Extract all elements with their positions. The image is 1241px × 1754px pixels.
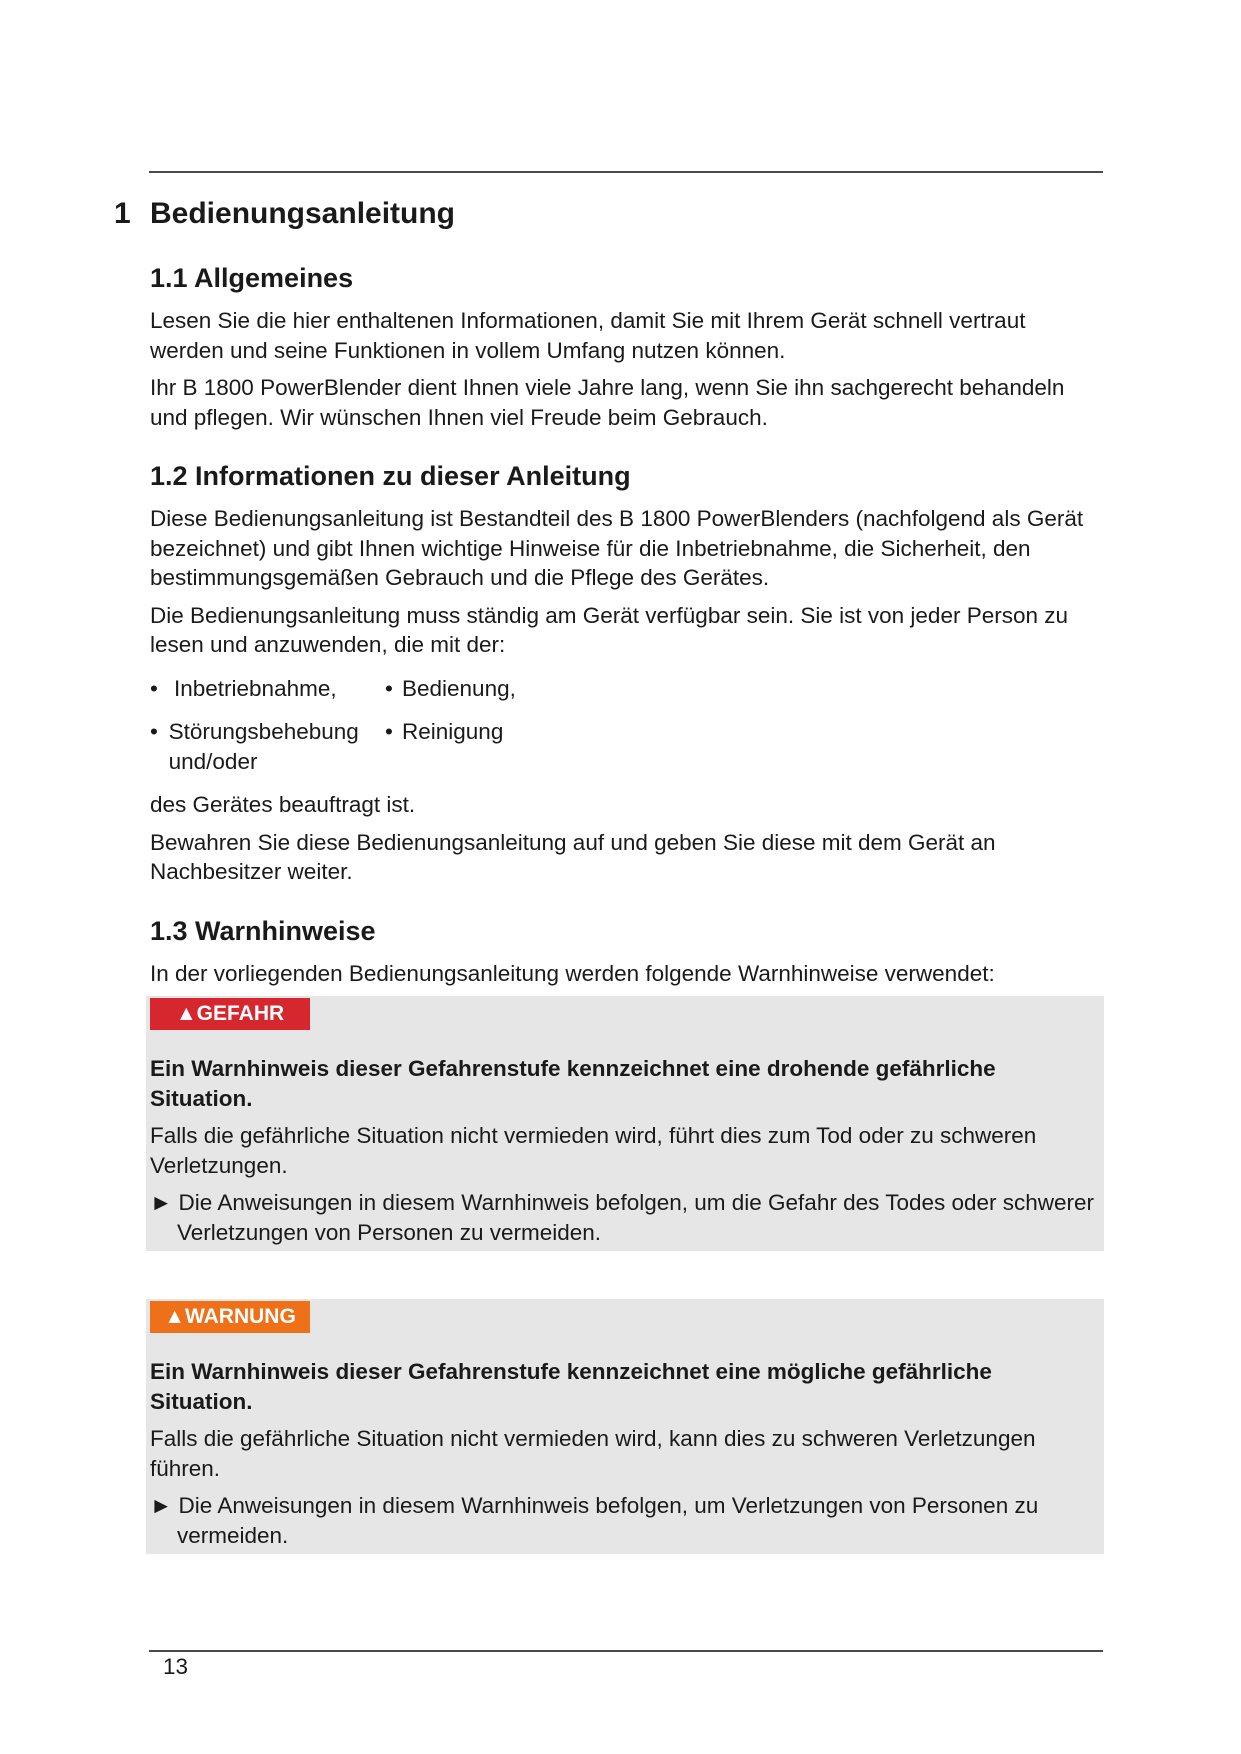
paragraph: Bewahren Sie diese Bedienungsanleitung auf und geben Sie diese mit dem Gerät an Nachbesitzer weiter. [150,829,996,884]
section-title: 1.1 Allgemeines [150,263,354,293]
section-title: 1.2 Informationen zu dieser Anleitung [150,461,631,491]
bullet-icon: • [150,719,158,744]
list-item: • Störungsbehebung und/oder [150,717,390,776]
paragraph: Lesen Sie die hier enthaltenen Informationen, damit Sie mit Ihrem Gerät schnell vertraut werden und seine Funktionen in vollem Umfang nutzen können. [150,308,1026,363]
warning-triangle-icon: ▲ [164,1305,185,1328]
warning-badge: ▲WARNUNG [150,1301,310,1333]
warning-title: Ein Warnhinweis dieser Gefahrenstufe kennzeichnet eine mögliche gefährliche Situation. [150,1359,992,1414]
warning-box [146,1299,1104,1554]
paragraph: In der vorliegenden Bedienungsanleitung werden folgende Warnhinweise verwendet: [150,960,995,986]
footer-rule [149,1650,1103,1652]
warning-action: ► Die Anweisungen in diesem Warnhinweis befolgen, um Verletzungen von Personen zu vermeiden. [150,1493,1039,1548]
page-content [114,194,1100,1554]
list-item: • Reinigung [385,717,516,747]
section-title: 1.3 Warnhinweise [150,915,376,946]
warning-triangle-icon: ▲ [175,1002,197,1025]
danger-text: Falls die gefährliche Situation nicht vermieden wird, führt dies zum Tod oder zu schweren Verletzungen. [150,1123,1037,1178]
list-item: • Bedienung, [385,674,516,704]
section-informationen [150,458,1100,887]
warning-text: Falls die gefährliche Situation nicht vermieden wird, kann dies zu schweren Verletzungen führen. [150,1426,1036,1481]
page-number: 13 [163,1654,189,1679]
bullet-icon: • [385,675,393,701]
header-rule [149,171,1103,173]
list-item: • Inbetriebnahme, [150,674,390,704]
danger-action: ► Die Anweisungen in diesem Warnhinweis befolgen, um die Gefahr des Todes oder schwerer Verletzungen von Personen zu vermeiden. [150,1190,1095,1245]
arrow-right-icon: ► [150,1190,173,1215]
paragraph: Diese Bedienungsanleitung ist Bestandteil des B 1800 PowerBlenders (nachfolgend als Gerät bezeichnet) und gibt Ihnen wichtige Hinweise für die Inbetriebnahme, die Sicherheit, den bestimmungsgemäßen Gebrauch und die Pflege des Gerätes. [150,506,1084,590]
paragraph: des Gerätes beauftragt ist. [150,792,416,817]
danger-title: Ein Warnhinweis dieser Gefahrenstufe kennzeichnet eine drohende gefährliche Situation. [150,1056,996,1111]
bullet-icon: • [385,719,393,744]
bullet-icon: • [150,675,158,701]
paragraph: Die Bedienungsanleitung muss ständig am Gerät verfügbar sein. Sie ist von jeder Person zu lesen und anzuwenden, die mit der: [150,602,1069,657]
chapter-title: Bedienungsanleitung [150,197,456,230]
chapter-number: 1 [114,197,131,230]
section-warnhinweise [150,913,1100,1555]
chapter-heading [114,194,1100,234]
danger-box [146,996,1104,1251]
arrow-right-icon: ► [150,1493,173,1518]
paragraph: Ihr B 1800 PowerBlender dient Ihnen viele Jahre lang, wenn Sie ihn sachgerecht behandeln und pflegen. Wir wünschen Ihnen viel Freude beim Gebrauch. [150,375,1065,430]
danger-badge: ▲GEFAHR [150,998,310,1030]
section-allgemeines [150,260,1100,432]
bullet-list [150,674,1100,791]
